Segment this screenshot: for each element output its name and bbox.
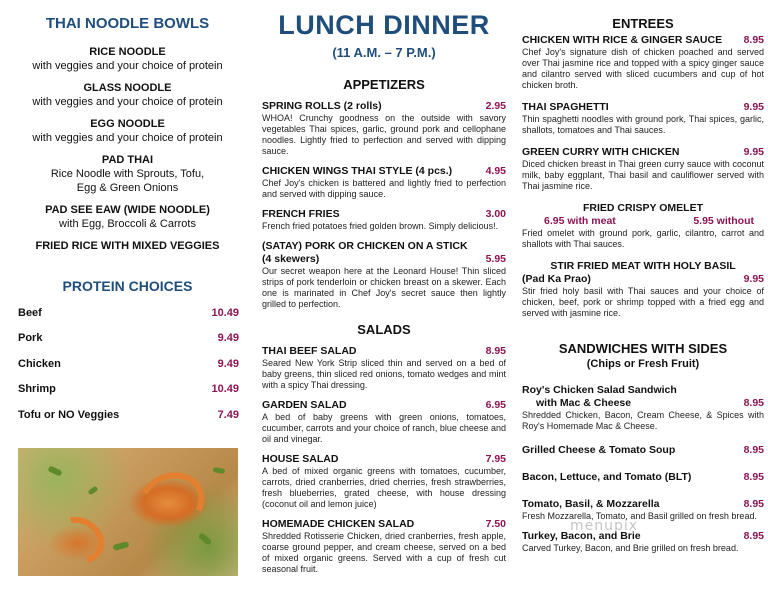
item-desc: Carved Turkey, Bacon, and Brie grilled on fresh bread. — [522, 543, 739, 553]
item-price: 8.95 — [743, 498, 764, 510]
item-desc: Seared New York Strip sliced thin and served on a bed of baby greens, thin sliced red onions, tomato wedges and mint with a spicy Thai dressing. — [262, 358, 506, 390]
protein-row — [18, 306, 239, 331]
item-desc: Thin spaghetti noodles with ground pork, Thai spices, garlic, shallots, tomatoes and Thai sauces. — [522, 114, 764, 135]
item-name: Bacon, Lettuce, and Tomato (BLT) — [522, 471, 692, 483]
item-desc: Diced chicken breast in Thai green curry sauce with coconut milk, baby eggplant, Thai basil and cauliflower served with Thai jasmine rice. — [522, 159, 764, 191]
item-desc: French fried potatoes fried golden brown. Simply delicious!. — [262, 221, 499, 231]
appetizer-salad-column — [262, 0, 506, 593]
protein-price: 9.49 — [217, 332, 239, 345]
protein-price: 9.49 — [217, 357, 239, 370]
menu-item — [262, 453, 506, 510]
protein-row — [18, 408, 239, 433]
noodle-name: RICE NOODLE — [89, 46, 166, 58]
item-price: 6.95 — [485, 399, 506, 411]
noodle-name: PAD THAI — [101, 154, 154, 166]
sandwiches-subtitle: (Chips or Fresh Fruit) — [586, 358, 700, 370]
item-name: STIR FRIED MEAT WITH HOLY BASIL — [550, 260, 736, 272]
item-price: 8.95 — [743, 530, 764, 542]
item-price: 8.95 — [743, 397, 764, 409]
item-price: 2.95 — [485, 100, 506, 112]
price-with-meat: 6.95 with meat — [544, 215, 616, 227]
protein-name: Shrimp — [18, 383, 56, 396]
item-desc: WHOA! Crunchy goodness on the outside with savory vegetables Thai spices, garlic, ground pork and cellophane noodles. Lightly fried to perfection and served with dipping sauce. — [262, 113, 506, 156]
item-name-line2: (4 skewers) — [262, 253, 320, 265]
item-price: 8.95 — [485, 345, 506, 357]
item-name: GARDEN SALAD — [262, 399, 347, 411]
item-desc: Our secret weapon here at the Leonard House! Thin sliced strips of pork tenderloin or chicken breast on a skewer. Each one is marinated in Chef Joy's secret sauce then lightly grilled to perfection. — [262, 266, 506, 309]
noodle-name: FRIED RICE WITH MIXED VEGGIES — [35, 240, 220, 252]
item-desc: A bed of mixed organic greens with tomatoes, cucumber, carrots, dried cranberries, dried cherries, fresh strawberries, fresh blueberries, grated cheese, with house dressing (coconut oil and lemon juice) — [262, 466, 506, 509]
item-name: Tomato, Basil, & Mozzarella — [522, 498, 660, 510]
noodle-name: GLASS NOODLE — [83, 82, 172, 94]
item-name: THAI SPAGHETTI — [522, 101, 609, 113]
protein-name: Chicken — [18, 357, 61, 370]
protein-price: 7.49 — [217, 408, 239, 421]
protein-choices-heading: PROTEIN CHOICES — [62, 278, 193, 294]
item-desc: Shredded Rotisserie Chicken, dried cranberries, fresh apple, coarse ground pepper, and cream cheese, served on a bed of mixed organic greens. Served with a cup of fresh cut seasonal fruit. — [262, 531, 506, 574]
menu-item — [262, 240, 506, 310]
noodle-item — [0, 203, 255, 231]
item-price: 8.95 — [743, 471, 764, 483]
protein-price: 10.49 — [211, 383, 239, 396]
item-name: Grilled Cheese & Tomato Soup — [522, 444, 676, 456]
item-name: CHICKEN WINGS THAI STYLE (4 pcs.) — [262, 165, 453, 177]
menu-item — [522, 530, 764, 554]
item-name: Roy's Chicken Salad Sandwich — [522, 384, 677, 396]
noodle-name: PAD SEE EAW (WIDE NOODLE) — [45, 204, 210, 216]
protein-price: 10.49 — [211, 307, 239, 319]
item-name: FRENCH FRIES — [262, 208, 340, 220]
noodle-desc-line2: Egg & Green Onions — [76, 182, 179, 194]
item-price: 7.50 — [485, 518, 506, 530]
noodle-item — [0, 153, 255, 195]
menu-item — [522, 34, 764, 91]
protein-name: Beef — [18, 307, 42, 319]
item-desc: Shredded Chicken, Bacon, Cream Cheese, & Spices with Roy's Homemade Mac & Cheese. — [522, 410, 764, 431]
protein-name: Tofu or NO Veggies — [18, 408, 120, 421]
item-name: HOUSE SALAD — [262, 453, 339, 465]
item-price: 3.00 — [485, 208, 506, 220]
menu-item — [522, 498, 764, 522]
noodle-desc: with veggies and your choice of protein — [32, 132, 223, 144]
sandwiches-heading: SANDWICHES WITH SIDES — [558, 341, 728, 356]
pad-thai-photo — [18, 448, 238, 576]
noodle-desc: Rice Noodle with Sprouts, Tofu, — [50, 168, 205, 180]
item-desc: Stir fried holy basil with Thai sauces and your choice of chicken, beef, pork or shrimp topped with a fried egg and served with jasmine rice. — [522, 286, 764, 318]
protein-name: Pork — [18, 332, 43, 345]
protein-list — [18, 306, 239, 433]
menu-item — [522, 260, 764, 319]
noodle-desc: with veggies and your choice of protein — [32, 96, 223, 108]
item-desc: A bed of baby greens with green onions, tomatoes, cucumber, carrots and your choice of ranch, blue cheese and oil and vinegar. — [262, 412, 506, 444]
entree-sandwich-column — [522, 0, 764, 593]
item-price: 5.95 — [485, 253, 506, 265]
item-name: SPRING ROLLS (2 rolls) — [262, 100, 382, 112]
item-price: 9.95 — [743, 146, 764, 158]
appetizers-heading: APPETIZERS — [343, 77, 425, 92]
item-desc: Fresh Mozzarella, Tomato, and Basil grilled on fresh bread. — [522, 511, 757, 521]
protein-row — [18, 357, 239, 382]
item-desc: Chef Joy's signature dish of chicken poached and served over Thai jasmine rice and topped with a spicy ginger sauce and cilantro served with sliced cucumbers and cup of hot chicken broth. — [522, 47, 764, 90]
item-name-line2: (Pad Ka Prao) — [522, 273, 591, 285]
noodle-item — [0, 117, 255, 145]
menu-item — [522, 202, 764, 250]
menu-item — [262, 345, 506, 391]
menu-item — [262, 100, 506, 157]
menu-item — [262, 165, 506, 200]
noodle-desc: with Egg, Broccoli & Carrots — [59, 218, 196, 230]
item-price: 8.95 — [743, 34, 764, 46]
item-name: GREEN CURRY WITH CHICKEN — [522, 146, 680, 158]
item-name: Turkey, Bacon, and Brie — [522, 530, 641, 542]
hours: (11 A.M. – 7 P.M.) — [332, 45, 436, 60]
menu-item — [262, 208, 506, 232]
salads-heading: SALADS — [357, 322, 411, 337]
menu-item — [262, 399, 506, 445]
item-name: (SATAY) PORK OR CHICKEN ON A STICK — [262, 240, 468, 252]
protein-row — [18, 382, 239, 407]
noodle-column — [0, 0, 255, 593]
item-desc: Chef Joy's chicken is battered and lightly fried to perfection and served with dipping sauce. — [262, 178, 506, 199]
noodle-item — [0, 239, 255, 253]
item-name: CHICKEN WITH RICE & GINGER SAUCE — [522, 34, 723, 46]
menu-item — [522, 444, 764, 457]
item-name: FRIED CRISPY OMELET — [583, 202, 703, 214]
menu-item — [522, 471, 764, 484]
noodle-name: EGG NOODLE — [90, 118, 165, 130]
menu-item — [522, 146, 764, 192]
item-price: 9.95 — [743, 273, 764, 285]
item-name: HOMEMADE CHICKEN SALAD — [262, 518, 415, 530]
menu-item — [522, 384, 764, 432]
item-price: 8.95 — [743, 444, 764, 456]
item-price: 9.95 — [743, 101, 764, 113]
noodle-desc: with veggies and your choice of protein — [32, 60, 223, 72]
item-price: 7.95 — [485, 453, 506, 465]
protein-row — [18, 331, 239, 356]
watermark: menupix — [570, 518, 639, 534]
entrees-heading: ENTREES — [612, 16, 674, 31]
noodle-bowls-heading: THAI NOODLE BOWLS — [45, 15, 210, 32]
item-price: 4.95 — [485, 165, 506, 177]
price-without: 5.95 without — [693, 215, 754, 227]
item-name-line2: with Mac & Cheese — [536, 397, 632, 409]
menu-item — [262, 518, 506, 575]
item-name: THAI BEEF SALAD — [262, 345, 357, 357]
noodle-item — [0, 81, 255, 109]
item-desc: Fried omelet with ground pork, garlic, cilantro, carrot and shallots with Thai sauces. — [522, 228, 764, 249]
menu-item — [522, 101, 764, 136]
noodle-item — [0, 45, 255, 73]
page-title: LUNCH DINNER — [278, 10, 490, 40]
